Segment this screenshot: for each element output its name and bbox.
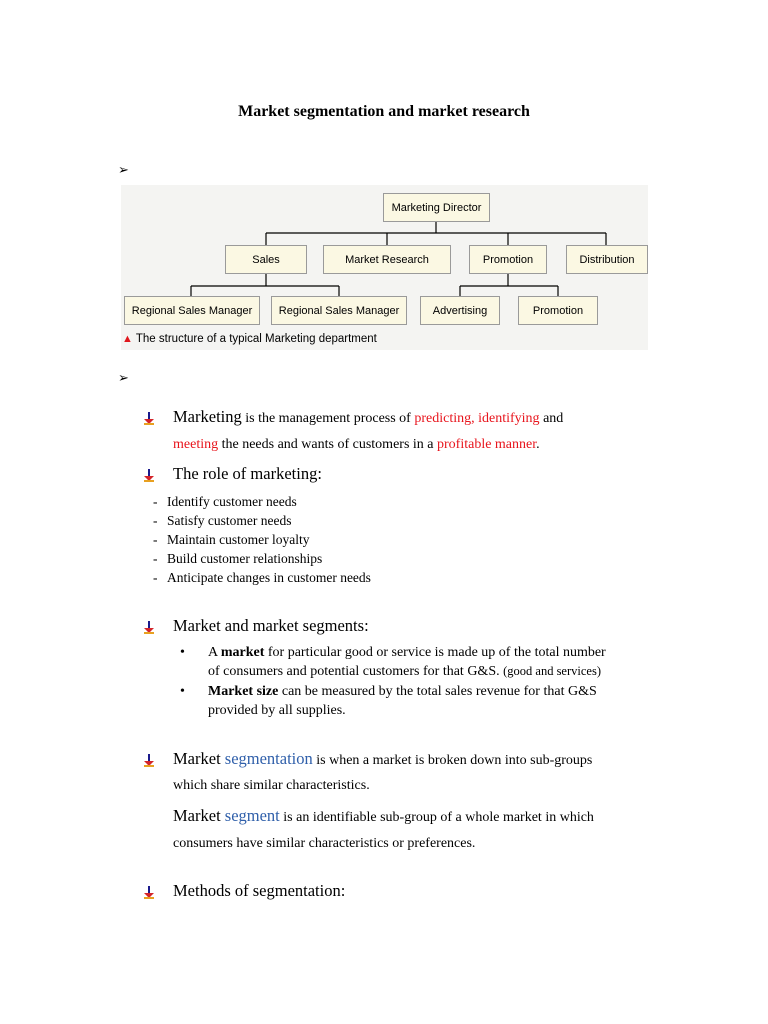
- list-item: - Satisfy customer needs: [153, 513, 292, 528]
- role-heading: The role of marketing:: [173, 464, 322, 483]
- arrow-bullet-icon: ➢: [118, 371, 129, 386]
- box-market-research: Market Research: [323, 245, 451, 274]
- marketing-definition-line2: meeting the needs and wants of customers in a profitable manner.: [173, 437, 540, 452]
- box-regional-sales-manager-1: Regional Sales Manager: [124, 296, 260, 325]
- segmentation-definition-line2: which share similar characteristics.: [173, 778, 370, 793]
- colored-arrow-bullet-icon: [143, 621, 155, 635]
- segment-definition-line2: consumers have similar characteristics or preferences.: [173, 836, 476, 851]
- box-distribution: Distribution: [566, 245, 648, 274]
- caption-triangle-icon: ▲: [122, 333, 133, 345]
- box-sales: Sales: [225, 245, 307, 274]
- bullet-dot-icon: •: [180, 684, 185, 699]
- market-size-line2: provided by all supplies.: [208, 703, 346, 718]
- list-item: - Anticipate changes in customer needs: [153, 570, 371, 585]
- box-promotion-sub: Promotion: [518, 296, 598, 325]
- market-definition-line2: of consumers and potential customers for that G&S. (good and services): [208, 664, 601, 679]
- colored-arrow-bullet-icon: [143, 754, 155, 768]
- market-definition-line1: A market for particular good or service is made up of the total number: [208, 645, 606, 660]
- box-regional-sales-manager-2: Regional Sales Manager: [271, 296, 407, 325]
- marketing-definition-line1: Marketing is the management process of predicting, identifying and: [173, 407, 564, 426]
- list-item: - Maintain customer loyalty: [153, 532, 310, 547]
- diagram-caption: ▲ The structure of a typical Marketing department: [122, 333, 377, 345]
- market-size-line1: Market size can be measured by the total sales revenue for that G&S: [208, 684, 597, 699]
- list-item: - Identify customer needs: [153, 494, 297, 509]
- page-title: Market segmentation and market research: [238, 103, 530, 120]
- methods-heading: Methods of segmentation:: [173, 881, 346, 900]
- box-promotion: Promotion: [469, 245, 547, 274]
- bullet-dot-icon: •: [180, 645, 185, 660]
- arrow-bullet-icon: ➢: [118, 163, 129, 178]
- market-segments-heading: Market and market segments:: [173, 616, 369, 635]
- box-marketing-director: Marketing Director: [383, 193, 490, 222]
- list-item: - Build customer relationships: [153, 551, 323, 566]
- segment-definition-line1: Market segment is an identifiable sub-group of a whole market in which: [173, 806, 594, 825]
- colored-arrow-bullet-icon: [143, 469, 155, 483]
- colored-arrow-bullet-icon: [143, 886, 155, 900]
- box-advertising: Advertising: [420, 296, 500, 325]
- colored-arrow-bullet-icon: [143, 412, 155, 426]
- segmentation-definition-line1: Market segmentation is when a market is broken down into sub-groups: [173, 749, 593, 768]
- org-chart: [121, 185, 648, 350]
